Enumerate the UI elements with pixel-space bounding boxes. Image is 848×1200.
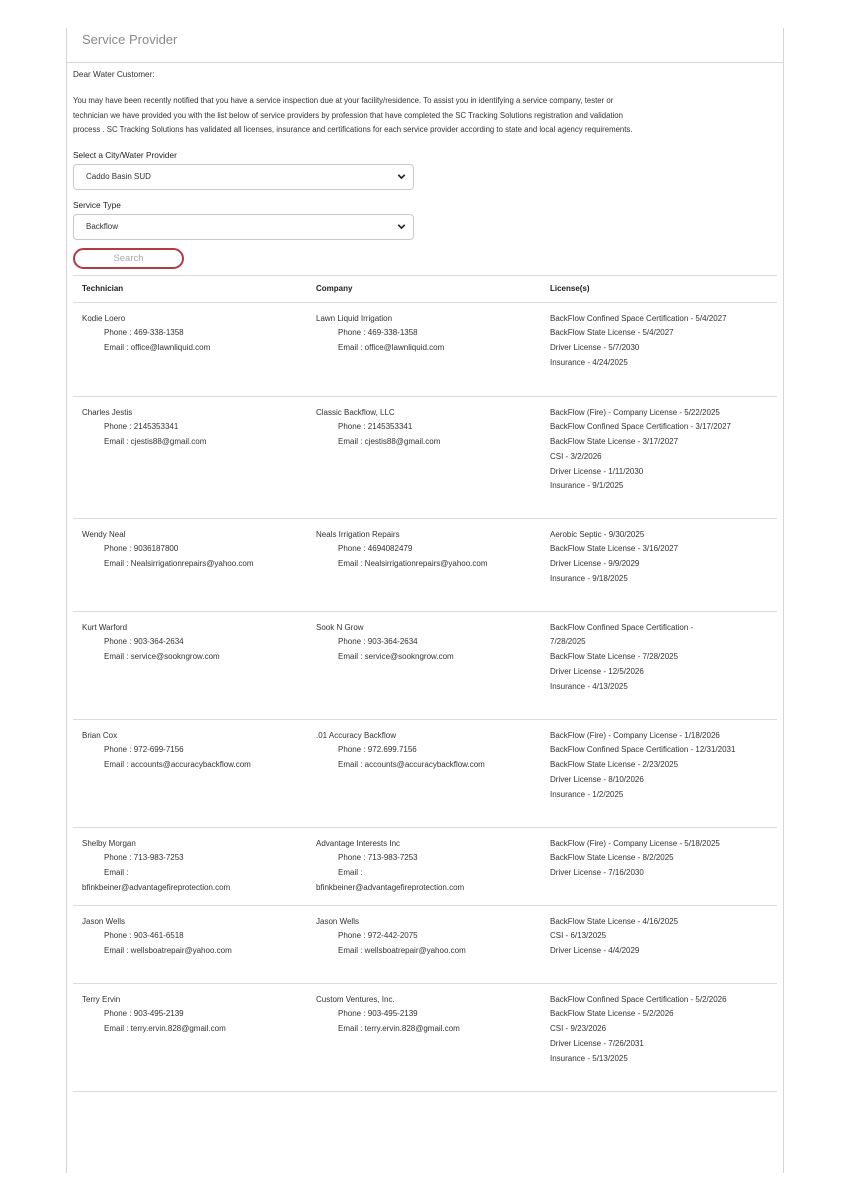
license-item: BackFlow Confined Space Certification - 12/31/2031 [550, 745, 736, 755]
license-item: Insurance - 4/13/2025 [550, 681, 628, 691]
license-item: Insurance - 9/1/2025 [550, 481, 624, 491]
company-email: Email : cjestis88@gmail.com [338, 437, 441, 447]
service-type-label: Service Type [73, 199, 121, 210]
license-item: BackFlow State License - 3/16/2027 [550, 544, 679, 554]
company-name: Lawn Liquid Irrigation [316, 313, 393, 323]
intro-line: technician we have provided you with the list below of service providers by profession that have completed the SC Tracking Solutions registration and validation [73, 110, 623, 120]
table-row [73, 518, 777, 611]
license-item: BackFlow State License - 7/28/2025 [550, 652, 679, 662]
license-item: Driver License - 1/11/2030 [550, 466, 644, 476]
license-item: BackFlow Confined Space Certification - 3/17/2027 [550, 422, 731, 432]
technician-cell [73, 396, 307, 518]
company-phone: Phone : 903-364-2634 [338, 637, 418, 647]
city-select-value: Caddo Basin SUD [86, 172, 151, 181]
technician-phone: Phone : 2145353341 [104, 422, 179, 432]
technician-email: Email : cjestis88@gmail.com [104, 437, 207, 447]
table-row [73, 302, 777, 396]
header-technician: Technician [73, 275, 307, 302]
table-row [73, 719, 777, 827]
license-item: Insurance - 1/2/2025 [550, 789, 624, 799]
license-item: Insurance - 5/13/2025 [550, 1053, 628, 1063]
company-cell [307, 719, 541, 827]
company-cell [307, 905, 541, 983]
company-phone: Phone : 2145353341 [338, 422, 413, 432]
technician-cell [73, 905, 307, 983]
company-email: Email : Nealsirrigationrepairs@yahoo.com [338, 559, 488, 569]
technician-cell [73, 611, 307, 719]
license-item: Driver License - 7/26/2031 [550, 1038, 644, 1048]
panel-content [67, 63, 783, 1092]
technician-name: Brian Cox [82, 730, 118, 740]
license-item: Aerobic Septic - 9/30/2025 [550, 529, 645, 539]
company-email: Email : terry.ervin.828@gmail.com [338, 1024, 460, 1034]
company-email-address: bfinkbeiner@advantagefireprotection.com [316, 882, 465, 892]
technician-cell [73, 302, 307, 396]
license-item: BackFlow (Fire) - Company License - 5/18/2025 [550, 838, 720, 848]
license-item: BackFlow Confined Space Certification - 5/2/2026 [550, 994, 727, 1004]
company-cell [307, 983, 541, 1091]
company-name: Sook N Grow [316, 622, 364, 632]
technician-email-address: bfinkbeiner@advantagefireprotection.com [82, 882, 231, 892]
license-item: BackFlow Confined Space Certification - [550, 622, 694, 632]
providers-table [73, 275, 777, 1092]
license-item: BackFlow Confined Space Certification - 5/4/2027 [550, 313, 727, 323]
licenses-cell [541, 396, 777, 518]
intro-line: You may have been recently notified that you have a service inspection due at your facility/residence. To assist you in identifying a service company, tester or [73, 96, 614, 105]
service-type-select[interactable] [73, 214, 414, 240]
company-phone: Phone : 713-983-7253 [338, 853, 418, 863]
technician-name: Kurt Warford [82, 622, 128, 632]
technician-name: Shelby Morgan [82, 838, 136, 848]
license-item: BackFlow State License - 5/2/2026 [550, 1009, 674, 1019]
license-item: BackFlow State License - 2/23/2025 [550, 760, 679, 770]
technician-email: Email : service@sookngrow.com [104, 652, 220, 662]
license-item: CSI - 6/13/2025 [550, 931, 607, 941]
technician-email: Email : [104, 868, 129, 878]
technician-email: Email : accounts@accuracybackflow.com [104, 760, 251, 770]
greeting-text: Dear Water Customer: [73, 70, 155, 79]
technician-cell [73, 827, 307, 905]
license-item: 7/28/2025 [550, 637, 586, 647]
company-phone: Phone : 972-442-2075 [338, 931, 418, 941]
license-item: BackFlow State License - 5/4/2027 [550, 328, 674, 338]
licenses-cell [541, 827, 777, 905]
company-email: Email : wellsboatrepair@yahoo.com [338, 946, 466, 956]
header-licenses: License(s) [541, 275, 777, 302]
technician-phone: Phone : 903-364-2634 [104, 637, 184, 647]
company-name: Neals Irrigation Repairs [316, 529, 400, 539]
intro-paragraph [73, 94, 777, 138]
licenses-cell [541, 983, 777, 1091]
license-item: Driver License - 8/10/2026 [550, 774, 644, 784]
company-phone: Phone : 4694082479 [338, 544, 413, 554]
service-provider-panel [66, 28, 784, 1173]
technician-name: Kodie Loero [82, 313, 126, 323]
license-item: BackFlow State License - 8/2/2025 [550, 853, 674, 863]
table-row [73, 827, 777, 905]
technician-name: Jason Wells [82, 916, 125, 926]
technician-name: Charles Jestis [82, 407, 133, 417]
license-item: BackFlow (Fire) - Company License - 1/18/2026 [550, 730, 720, 740]
technician-cell [73, 983, 307, 1091]
intro-line: process . SC Tracking Solutions has validated all licenses, insurance and certifications for each service provider according to state and local agency requirements. [73, 125, 633, 134]
licenses-cell [541, 905, 777, 983]
license-item: Driver License - 7/16/2030 [550, 868, 644, 878]
company-name: Custom Ventures, Inc. [316, 994, 395, 1004]
license-item: CSI - 3/2/2026 [550, 451, 602, 461]
table-header-row [73, 275, 777, 302]
technician-phone: Phone : 972-699-7156 [104, 745, 184, 755]
company-email: Email : service@sookngrow.com [338, 652, 454, 662]
company-cell [307, 827, 541, 905]
company-cell [307, 611, 541, 719]
technician-phone: Phone : 903-461-6518 [104, 931, 184, 941]
city-select[interactable] [73, 164, 414, 190]
technician-cell [73, 719, 307, 827]
header-company: Company [307, 275, 541, 302]
technician-cell [73, 518, 307, 611]
licenses-cell [541, 719, 777, 827]
company-phone: Phone : 903-495-2139 [338, 1009, 418, 1019]
company-email: Email : [338, 868, 363, 878]
technician-phone: Phone : 469-338-1358 [104, 328, 184, 338]
technician-name: Terry Ervin [82, 994, 121, 1004]
table-row [73, 396, 777, 518]
license-item: CSI - 9/23/2026 [550, 1024, 607, 1034]
company-phone: Phone : 469-338-1358 [338, 328, 418, 338]
license-item: Insurance - 9/18/2025 [550, 573, 628, 583]
company-name: Advantage Interests Inc [316, 838, 401, 848]
technician-phone: Phone : 9036187800 [104, 544, 179, 554]
panel-title: Service Provider [82, 32, 178, 47]
company-name: .01 Accuracy Backflow [316, 730, 397, 740]
license-item: Driver License - 4/4/2029 [550, 946, 640, 956]
company-name: Jason Wells [316, 916, 359, 926]
table-row [73, 611, 777, 719]
company-email: Email : accounts@accuracybackflow.com [338, 760, 485, 770]
license-item: Driver License - 9/9/2029 [550, 559, 640, 569]
company-cell [307, 302, 541, 396]
chevron-down-icon [396, 171, 407, 182]
company-phone: Phone : 972.699.7156 [338, 745, 417, 755]
technician-email: Email : wellsboatrepair@yahoo.com [104, 946, 232, 956]
chevron-down-icon [396, 221, 407, 232]
company-cell [307, 518, 541, 611]
company-name: Classic Backflow, LLC [316, 407, 395, 417]
city-select-label: Select a City/Water Provider [73, 149, 177, 160]
company-email: Email : office@lawnliquid.com [338, 343, 445, 353]
technician-email: Email : Nealsirrigationrepairs@yahoo.com [104, 559, 254, 569]
technician-email: Email : office@lawnliquid.com [104, 343, 211, 353]
table-row [73, 905, 777, 983]
technician-phone: Phone : 713-983-7253 [104, 853, 184, 863]
technician-phone: Phone : 903-495-2139 [104, 1009, 184, 1019]
company-cell [307, 396, 541, 518]
license-item: Driver License - 5/7/2030 [550, 343, 640, 353]
technician-name: Wendy Neal [82, 529, 126, 539]
technician-email: Email : terry.ervin.828@gmail.com [104, 1024, 226, 1034]
licenses-cell [541, 611, 777, 719]
service-type-value: Backflow [86, 222, 119, 231]
license-item: BackFlow State License - 4/16/2025 [550, 916, 679, 926]
licenses-cell [541, 518, 777, 611]
table-row [73, 983, 777, 1091]
license-item: BackFlow State License - 3/17/2027 [550, 437, 679, 447]
panel-header [67, 28, 783, 63]
search-button[interactable]: Search [73, 248, 184, 269]
license-item: Insurance - 4/24/2025 [550, 357, 628, 367]
license-item: Driver License - 12/5/2026 [550, 666, 644, 676]
licenses-cell [541, 302, 777, 396]
license-item: BackFlow (Fire) - Company License - 5/22/2025 [550, 407, 720, 417]
